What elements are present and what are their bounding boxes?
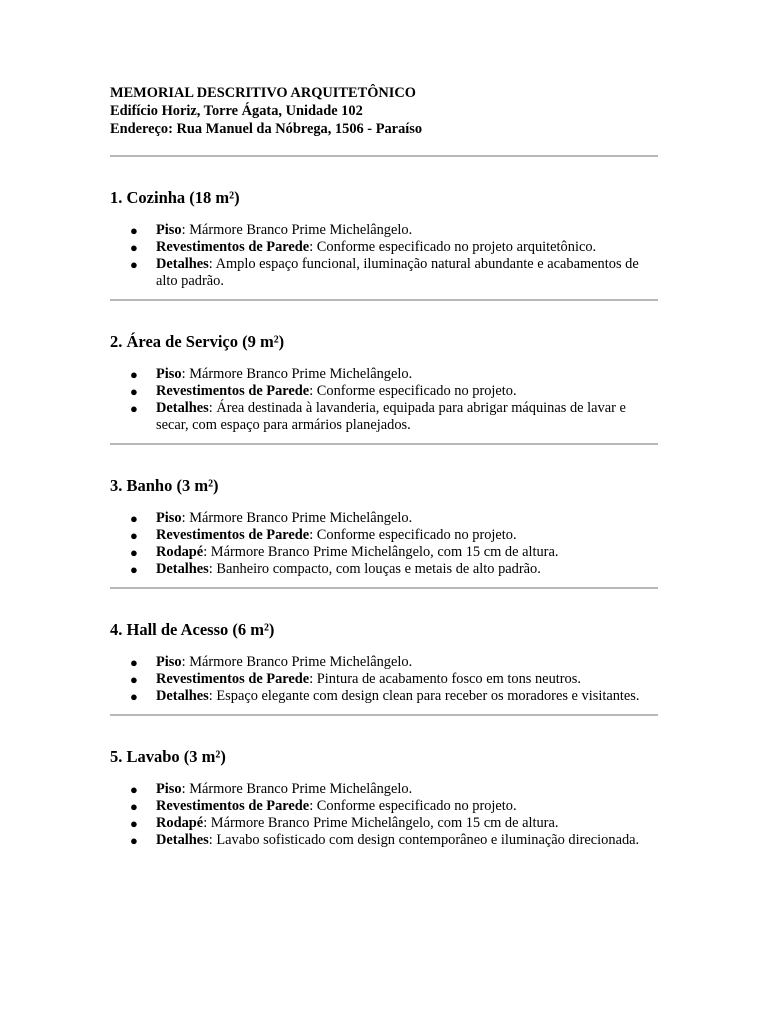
- list-item: [110, 222, 658, 239]
- document-page: [110, 84, 658, 849]
- list-item: [110, 688, 658, 705]
- bullet-icon: ●: [130, 655, 138, 670]
- bullet-icon: ●: [130, 799, 138, 814]
- section-title: 5. Lavabo (3 m²): [110, 747, 226, 766]
- bullet-icon: ●: [130, 257, 138, 272]
- section-divider: [110, 443, 658, 445]
- item-text: : Conforme especificado no projeto arquitetônico.: [309, 239, 597, 255]
- item-text: : Mármore Branco Prime Michelângelo.: [181, 222, 413, 238]
- item-text: : Mármore Branco Prime Michelângelo.: [181, 781, 413, 797]
- item-text: : Área destinada à lavanderia, equipada para abrigar máquinas de lavar e secar, com espaço para armários planejados.: [156, 400, 626, 433]
- item-label: Detalhes: [156, 561, 209, 577]
- list-item: [110, 366, 658, 383]
- item-label: Revestimentos de Parede: [156, 527, 310, 543]
- item-text: : Mármore Branco Prime Michelângelo.: [181, 510, 413, 526]
- section-item-list: [110, 222, 658, 290]
- item-text: : Amplo espaço funcional, iluminação natural abundante e acabamentos de alto padrão.: [156, 256, 639, 289]
- list-item: [110, 654, 658, 671]
- section-divider: [110, 299, 658, 301]
- section: [110, 476, 658, 589]
- item-label: Piso: [156, 222, 182, 238]
- item-label: Revestimentos de Parede: [156, 239, 310, 255]
- item-text: : Espaço elegante com design clean para receber os moradores e visitantes.: [208, 688, 640, 704]
- bullet-icon: ●: [130, 833, 138, 848]
- section-divider: [110, 587, 658, 589]
- section: [110, 332, 658, 445]
- bullet-icon: ●: [130, 367, 138, 382]
- item-label: Piso: [156, 781, 182, 797]
- item-label: Piso: [156, 366, 182, 382]
- section-title: 3. Banho (3 m²): [110, 476, 219, 495]
- list-item: [110, 561, 658, 578]
- section-title: 1. Cozinha (18 m²): [110, 188, 240, 207]
- item-text: : Conforme especificado no projeto.: [309, 527, 517, 543]
- item-label: Revestimentos de Parede: [156, 671, 310, 687]
- section-divider: [110, 714, 658, 716]
- item-text: : Mármore Branco Prime Michelângelo, com 15 cm de altura.: [203, 544, 559, 560]
- item-label: Detalhes: [156, 256, 209, 272]
- list-item: [110, 400, 658, 434]
- list-item: [110, 544, 658, 561]
- item-text: : Pintura de acabamento fosco em tons neutros.: [309, 671, 581, 687]
- document-title: MEMORIAL DESCRITIVO ARQUITETÔNICO: [110, 85, 416, 101]
- list-item: [110, 815, 658, 832]
- bullet-icon: ●: [130, 545, 138, 560]
- item-label: Detalhes: [156, 832, 209, 848]
- building-info: Edifício Horiz, Torre Ágata, Unidade 102: [110, 103, 363, 119]
- bullet-icon: ●: [130, 816, 138, 831]
- bullet-icon: ●: [130, 562, 138, 577]
- item-label: Rodapé: [156, 815, 204, 831]
- address-info: Endereço: Rua Manuel da Nóbrega, 1506 - Paraíso: [110, 121, 423, 137]
- item-text: : Mármore Branco Prime Michelângelo, com 15 cm de altura.: [203, 815, 559, 831]
- section-item-list: [110, 510, 658, 578]
- section-item-list: [110, 366, 658, 434]
- section: [110, 188, 658, 301]
- item-text: : Conforme especificado no projeto.: [309, 383, 517, 399]
- item-text: : Banheiro compacto, com louças e metais de alto padrão.: [208, 561, 541, 577]
- list-item: [110, 798, 658, 815]
- item-label: Detalhes: [156, 688, 209, 704]
- list-item: [110, 383, 658, 400]
- list-item: [110, 510, 658, 527]
- item-label: Revestimentos de Parede: [156, 798, 310, 814]
- bullet-icon: ●: [130, 223, 138, 238]
- item-label: Piso: [156, 654, 182, 670]
- item-text: : Conforme especificado no projeto.: [309, 798, 517, 814]
- item-label: Rodapé: [156, 544, 204, 560]
- bullet-icon: ●: [130, 511, 138, 526]
- list-item: [110, 527, 658, 544]
- list-item: [110, 671, 658, 688]
- document-header: [110, 84, 658, 138]
- section-title: 2. Área de Serviço (9 m²): [110, 332, 285, 351]
- list-item: [110, 781, 658, 798]
- bullet-icon: ●: [130, 384, 138, 399]
- bullet-icon: ●: [130, 689, 138, 704]
- list-item: [110, 256, 658, 290]
- section: [110, 747, 658, 849]
- bullet-icon: ●: [130, 240, 138, 255]
- item-text: : Mármore Branco Prime Michelângelo.: [181, 654, 413, 670]
- header-divider: [110, 155, 658, 157]
- sections-container: [110, 188, 658, 849]
- section: [110, 620, 658, 716]
- list-item: [110, 239, 658, 256]
- bullet-icon: ●: [130, 782, 138, 797]
- bullet-icon: ●: [130, 672, 138, 687]
- section-item-list: [110, 781, 658, 849]
- item-text: : Lavabo sofisticado com design contemporâneo e iluminação direcionada.: [208, 832, 640, 848]
- item-label: Piso: [156, 510, 182, 526]
- list-item: [110, 832, 658, 849]
- item-text: : Mármore Branco Prime Michelângelo.: [181, 366, 413, 382]
- section-item-list: [110, 654, 658, 705]
- bullet-icon: ●: [130, 528, 138, 543]
- bullet-icon: ●: [130, 401, 138, 416]
- item-label: Revestimentos de Parede: [156, 383, 310, 399]
- item-label: Detalhes: [156, 400, 209, 416]
- section-title: 4. Hall de Acesso (6 m²): [110, 620, 275, 639]
